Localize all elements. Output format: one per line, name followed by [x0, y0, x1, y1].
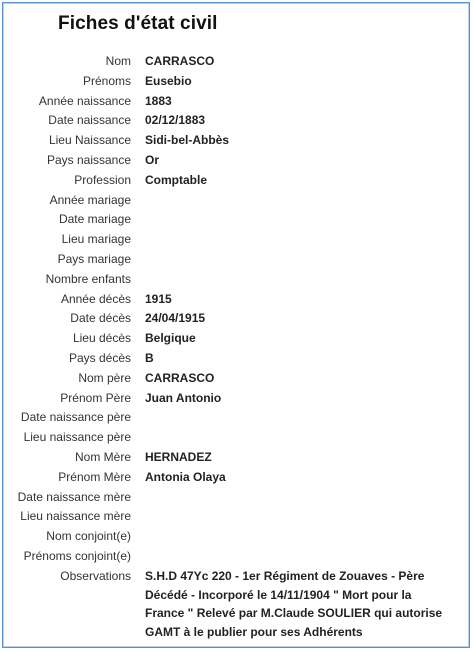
observations-value: S.H.D 47Yc 220 - 1er Régiment de Zouaves - Père Décédé - Incorporé le 14/11/1904 " Mort pour la France " Relevé par M.Claude SOULIER qui autorise GAMT à le publier pour ses Adhérents	[145, 569, 443, 639]
field-row-nom-pere	[0, 369, 474, 389]
field-label: Prénom Père	[60, 390, 131, 405]
field-row-lieu-naissance-mere	[0, 507, 474, 527]
field-label: Lieu décès	[72, 331, 131, 346]
field-value: CARRASCO	[145, 370, 215, 385]
field-row-date-deces	[0, 309, 474, 329]
field-row-observations	[0, 567, 474, 647]
field-label: Nom Mère	[74, 449, 131, 464]
field-label: Nom père	[78, 370, 131, 385]
civil-record-fields	[0, 52, 474, 647]
field-value: Comptable	[145, 172, 208, 187]
field-label: Pays naissance	[46, 152, 131, 167]
field-row-nom	[0, 52, 474, 72]
field-label: Prénom Mère	[58, 469, 131, 484]
page-title: Fiches d'état civil	[58, 13, 218, 34]
field-value: Juan Antonio	[145, 390, 222, 405]
field-value: Belgique	[145, 331, 196, 346]
field-value: Sidi-bel-Abbès	[145, 133, 230, 148]
field-row-pays-deces	[0, 349, 474, 369]
field-label: Prénoms	[82, 73, 131, 88]
field-label: Année décès	[60, 291, 131, 306]
field-label: Lieu naissance mère	[20, 509, 131, 524]
field-label: Nom conjoint(e)	[46, 529, 131, 544]
field-row-date-naissance	[0, 111, 474, 131]
field-label: Prénoms conjoint(e)	[23, 548, 131, 563]
field-label: Pays décès	[68, 350, 131, 365]
field-label: Pays mariage	[57, 251, 131, 266]
field-value: HERNADEZ	[145, 449, 212, 464]
field-row-lieu-naissance	[0, 131, 474, 151]
field-value: Eusebio	[145, 73, 192, 88]
field-row-profession	[0, 171, 474, 191]
observations-label: Observations	[60, 568, 131, 583]
field-label: Date naissance père	[20, 410, 131, 425]
field-row-prenoms	[0, 72, 474, 92]
field-row-prenoms-conjoint	[0, 547, 474, 567]
field-row-lieu-mariage	[0, 230, 474, 250]
field-label: Lieu mariage	[61, 232, 131, 247]
field-label: Nom	[105, 54, 131, 68]
field-label: Lieu Naissance	[48, 133, 131, 148]
field-label: Profession	[74, 172, 131, 187]
field-row-nom-conjoint	[0, 527, 474, 547]
field-row-pays-naissance	[0, 151, 474, 171]
field-value: 1883	[145, 93, 172, 108]
field-value: Antonia Olaya	[145, 469, 226, 484]
field-label: Lieu naissance père	[23, 430, 131, 445]
field-value: Or	[145, 152, 160, 167]
field-label: Date mariage	[58, 212, 131, 227]
field-row-annee-naissance	[0, 92, 474, 112]
field-row-annee-mariage	[0, 191, 474, 211]
field-row-pays-mariage	[0, 250, 474, 270]
field-value: CARRASCO	[145, 54, 215, 68]
field-row-annee-deces	[0, 290, 474, 310]
field-row-date-mariage	[0, 210, 474, 230]
field-value: B	[145, 350, 154, 365]
field-row-date-naissance-pere	[0, 408, 474, 428]
field-label: Année mariage	[49, 192, 131, 207]
field-row-nom-mere	[0, 448, 474, 468]
field-row-lieu-deces	[0, 329, 474, 349]
field-label: Nombre enfants	[45, 271, 131, 286]
field-row-prenom-mere	[0, 468, 474, 488]
field-value: 24/04/1915	[145, 311, 206, 326]
field-row-nombre-enfants	[0, 270, 474, 290]
field-row-date-naissance-mere	[0, 488, 474, 508]
field-label: Année naissance	[38, 93, 131, 108]
field-label: Date naissance mère	[17, 489, 131, 504]
field-value: 1915	[145, 291, 172, 306]
field-label: Date naissance	[48, 113, 131, 128]
field-value: 02/12/1883	[145, 113, 206, 128]
field-row-lieu-naissance-pere	[0, 428, 474, 448]
field-label: Date décès	[70, 311, 131, 326]
field-row-prenom-pere	[0, 389, 474, 409]
